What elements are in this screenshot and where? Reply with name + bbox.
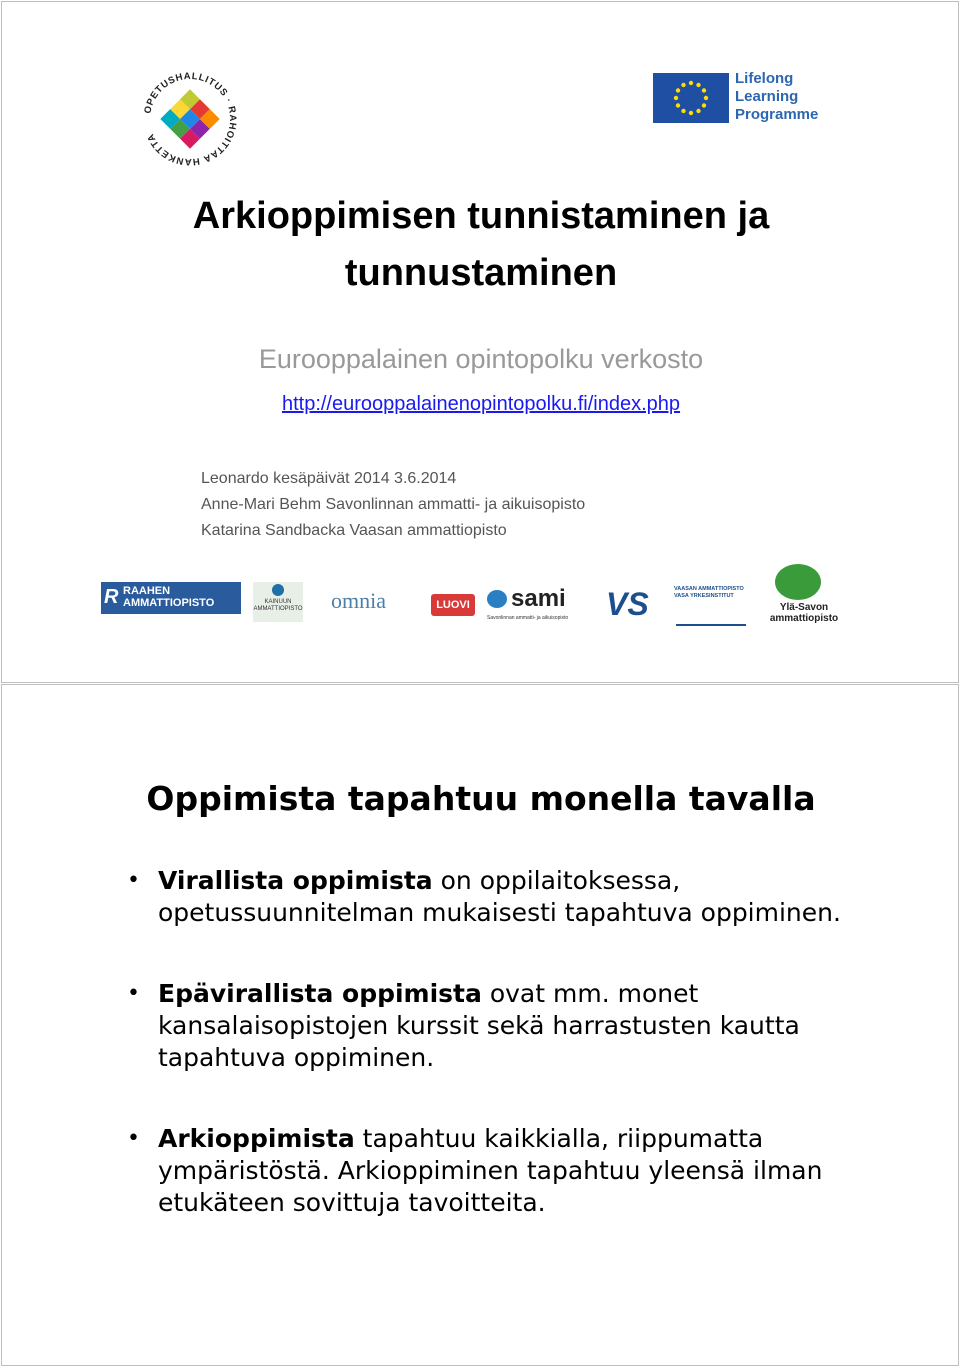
network-subtitle: Eurooppalainen opintopolku verkosto — [258, 344, 704, 374]
bullet-2-text: ovat mm. monet kansalaisopistojen kurssit sekä harrastusten kautta tapahtuva oppiminen. — [158, 979, 800, 1072]
slide-1 — [1, 1, 959, 683]
bullet-1-text: on oppilaitoksessa, opetussuunnitelman mukaisesti tapahtuva oppiminen. — [158, 866, 841, 927]
omnia-logo: omnia — [331, 588, 386, 613]
bullet-nonformal-learning — [127, 978, 847, 1074]
bullet-list — [127, 865, 847, 1268]
website-link[interactable]: http://eurooppalainenopintopolku.fi/index.php — [281, 393, 681, 415]
info-presenter-1: Anne-Mari Behm Savonlinnan ammatti- ja aikuisopisto — [201, 496, 586, 513]
info-event: Leonardo kesäpäivät 2014 3.6.2014 — [201, 470, 457, 487]
slide-1-title — [2, 188, 960, 302]
vaasa-logo-text: VAASAN AMMATTIOPISTO VASA YRKESINSTITUT — [674, 586, 744, 599]
oph-logo-text: OPETUSHALLITUS · RAHOITTAA HANKETTA — [142, 70, 239, 168]
sami-logo — [487, 586, 582, 626]
sami-logo-subtext: Savonlinnan ammatti- ja aikuisopisto — [487, 615, 569, 621]
bullet-2-term: Epävirallista oppimista — [158, 979, 482, 1008]
sami-logo-text: sami — [511, 585, 566, 612]
bullet-3-term: Arkioppimista — [158, 1124, 355, 1153]
bullet-informal-learning — [127, 1123, 847, 1219]
title-line-1: Arkioppimisen tunnistaminen ja — [192, 195, 770, 237]
raahe-logo-text: RAAHEN AMMATTIOPISTO — [123, 585, 215, 609]
slide-2-title: Oppimista tapahtuu monella tavalla — [146, 779, 816, 818]
opetushallitus-logo — [140, 69, 240, 169]
luovi-logo-text: LUOVI — [436, 599, 470, 611]
bullet-1-term: Virallista oppimista — [158, 866, 433, 895]
luovi-logo — [431, 594, 475, 616]
title-line-2: tunnustaminen — [344, 252, 618, 294]
presentation-info — [201, 466, 585, 544]
info-presenter-2: Katarina Sandbacka Vaasan ammattiopisto — [201, 522, 507, 539]
eu-flag-icon — [653, 73, 729, 123]
yla-savo-logo — [765, 558, 843, 632]
raahe-logo: R RAAHEN AMMATTIOPISTO — [101, 582, 241, 614]
slide-2 — [1, 684, 959, 1366]
kainuu-logo — [253, 582, 303, 622]
vaasa-logo: VS VAASAN AMMATTIOPISTO VASA YRKESINSTITUT — [606, 584, 748, 630]
yla-savo-logo-text: Ylä-Savon ammattiopisto — [769, 602, 839, 624]
llp-text: Lifelong Learning Programme — [735, 70, 819, 123]
kainuu-logo-text: KAINUUN AMMATTIOPISTO — [253, 599, 303, 612]
bullet-formal-learning — [127, 865, 847, 929]
partner-logos — [101, 558, 843, 632]
lifelong-learning-logo — [653, 70, 833, 124]
bullet-3-text: tapahtuu kaikkialla, riippumatta ympäristöstä. Arkioppiminen tapahtuu yleensä ilman etukäteen sovittuja tavoitteita. — [158, 1124, 823, 1217]
